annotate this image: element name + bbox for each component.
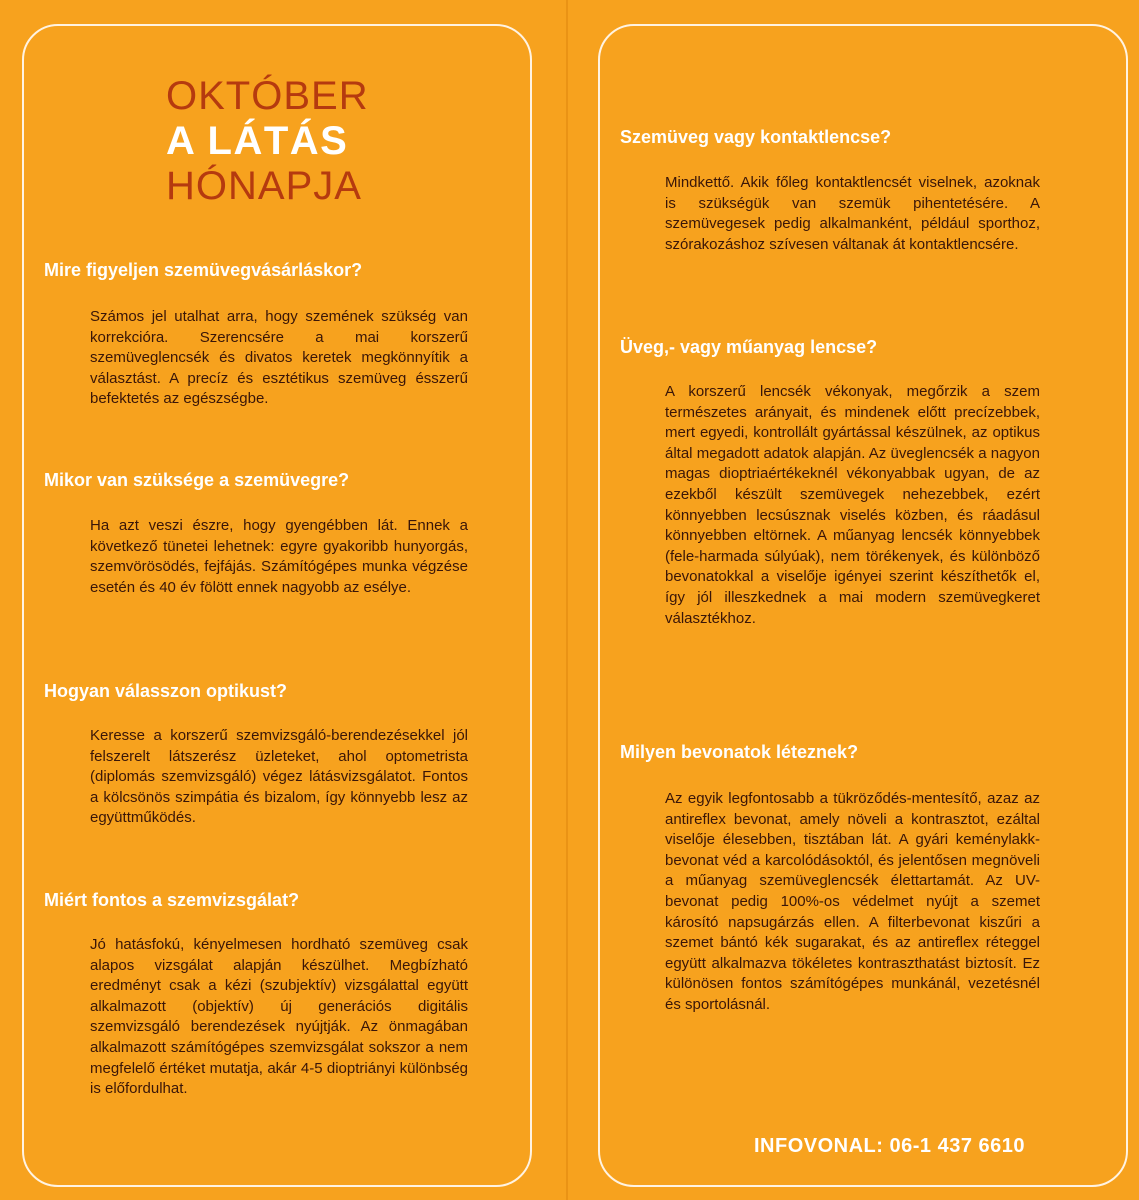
section-text-shopping: Számos jel utalhat arra, hogy szemének szükség van korrekcióra. Szerencsére a mai korszerű szemüveglencsék és divatos keretek megkönnyítik a választást. A precíz és esztétikus szemüveg ésszerű befektetés az egészségbe. bbox=[90, 308, 468, 408]
section-text-glasses-vs-contacts: Mindkettő. Akik főleg kontaktlencsét viselnek, azoknak is szükségük van szemük pihentetésére. A szemüvegesek pedig alkalmanként, például sporthoz, szórakozáshoz szívesen váltanak át kontaktlencsére. bbox=[665, 174, 1040, 253]
section-text-optician: Keresse a korszerű szemvizsgáló-berendezésekkel jól felszerelt látszerész üzleteket, ahol optometrista (diplomás szemvizsgáló) végez látásvizsgálatot. Fontos a kölcsönös szimpátia és bizalom, így könnyebb lesz az együttműködés. bbox=[90, 727, 468, 827]
section-heading-need: Mikor van szüksége a szemüvegre? bbox=[44, 470, 350, 490]
title-line-1: OKTÓBER bbox=[166, 74, 369, 118]
section-text-exam: Jó hatásfokú, kényelmesen hordható szemüveg csak alapos vizsgálat alapján készülhet. Megbízható eredményt csak a kézi (szubjektív) vizsgálattal együtt alkalmazott (objektív) új generációs digitális szemvizsgáló berendezések nyújtják. Az önmagában alkalmazott számítógépes szemvizsgálat sokszor a nem megfelelő értéket mutatja, akár 4-5 dioptriányi különbség is előfordulhat. bbox=[90, 936, 468, 1098]
section-text-lens-material: A korszerű lencsék vékonyak, megőrzik a szem természetes arányait, és mindenek előtt precízebbek, mert egyedi, kontrollált gyártással készülnek, az optikus által megadott adatok alapján. Az üveglencsék a nagyon magas dioptriaértékeknél vékonyabbak ugyan, de az ezekből készült szemüvegek nehezebbek, ezért könnyebben lecsúsznak viselés közben, és ráadásul könnyebben eltörnek. A műanyag lencsék könnyebbek (fele-harmada súlyúak), nem törékenyek, és különböző bevonatokkal a viselője igényei szerint készíthetők el, így jól illeszkednek a mai modern szemüvegkeret választékhoz. bbox=[665, 383, 1040, 627]
section-heading-exam: Miért fontos a szemvizsgálat? bbox=[44, 890, 300, 910]
section-heading-lens-material: Üveg,- vagy műanyag lencse? bbox=[620, 337, 878, 357]
section-heading-coatings: Milyen bevonatok léteznek? bbox=[620, 742, 859, 762]
section-heading-shopping: Mire figyeljen szemüvegvásárláskor? bbox=[44, 260, 363, 280]
section-heading-optician: Hogyan válasszon optikust? bbox=[44, 681, 288, 701]
page-title bbox=[166, 74, 506, 209]
infoline-phone: INFOVONAL: 06-1 437 6610 bbox=[754, 1135, 1025, 1157]
title-line-2: A LÁTÁS bbox=[166, 119, 349, 163]
title-line-3: HÓNAPJA bbox=[166, 164, 362, 208]
section-text-coatings: Az egyik legfontosabb a tükröződés-mentesítő, azaz az antireflex bevonat, amely növeli a kontrasztot, ezáltal viselője élesebben, tisztában lát. A gyári keménylakk-bevonat véd a karcolódásoktól, és jelentősen megnöveli a műanyag szemüveglencsék élettartamát. Az UV-bevonat pedig 100%-os védelmet nyújt a szemet károsító napsugárzás ellen. A filterbevonat kiszűri a szemet bántó kék sugarakat, és az antireflex réteggel együtt alkalmazva tökéletes kontraszthatást biztosít. Ez különösen fontos számítógépes munkánál, vezetésnél és sportolásnál. bbox=[665, 790, 1040, 1013]
section-heading-glasses-vs-contacts: Szemüveg vagy kontaktlencse? bbox=[620, 127, 892, 147]
fold-line bbox=[566, 0, 568, 1200]
section-text-need: Ha azt veszi észre, hogy gyengébben lát. Ennek a következő tünetei lehetnek: egyre gyakoribb hunyorgás, szemvörösödés, fejfájás. Számítógépes munka végzése esetén és 40 év fölött ennek nagyobb az esélye. bbox=[90, 517, 468, 596]
